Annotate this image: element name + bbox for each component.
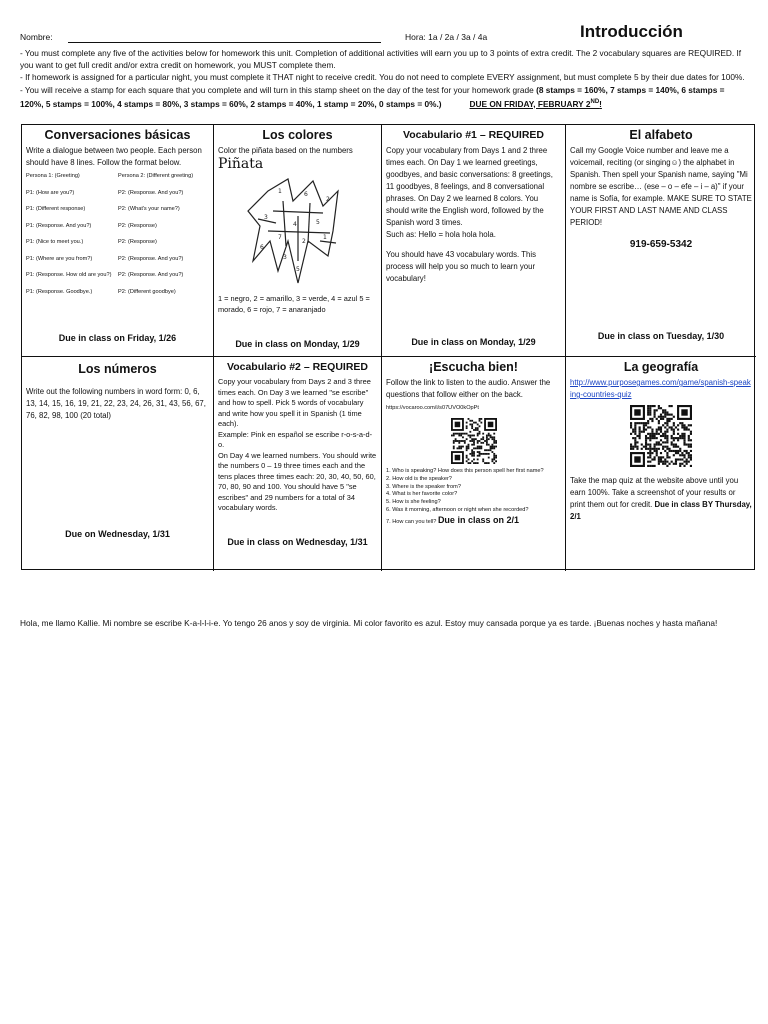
cell-vocabulario-2 — [214, 357, 382, 571]
due-date: Due in class on Monday, 1/29 — [235, 339, 360, 349]
dialogue-row — [26, 289, 209, 296]
cell-body-2: You should have 43 vocabulary words. This process will help you so much to learn your vocabulary! — [386, 250, 536, 283]
dialogue-line-p1: P1: (Response. How old are you?) — [26, 272, 112, 278]
svg-text:5: 5 — [295, 266, 300, 273]
cell-title: Conversaciones básicas — [44, 128, 191, 142]
cell-body-text: Take the map quiz at the website above until you earn 100%. Take a screenshot of your results or print them out for credit. — [570, 476, 739, 509]
question-item: 1. Who is speaking? How does this person spell her first name? — [386, 468, 544, 474]
svg-text:6: 6 — [303, 191, 308, 198]
due-date: Due in class on Friday, 1/26 — [58, 333, 177, 343]
cell-body: Copy your vocabulary from Days 2 and 3 three times each. On Day 3 we learned "se escribe" and how to spell. Pick 5 words of vocabulary and write how you spell it in Spanish (1 time each). — [218, 377, 371, 428]
dialogue-row — [26, 256, 209, 263]
cell-body: Copy your vocabulary from Days 1 and 2 three times each. On Day 1 we learned greetings, goodbyes, and basic conversations: 8 greetings, 11 goodbyes, 8 feelings, and 8 conversational phrases. On Day 2 we learned 8 colors. You should write the English word, followed by the Spanish word 3 times. — [386, 146, 553, 227]
purposegames-link[interactable]: http://www.purposegames.com/game/spanish-speaking-countries-quiz — [570, 378, 751, 399]
cell-body: Color the piñata based on the numbers — [218, 146, 353, 155]
cell-title: Vocabulario #1 – REQUIRED — [402, 129, 544, 141]
instruction-2: - If homework is assigned for a particular night, you must complete it THAT night to receive credit. You do not need to complete EVERY assignment, but must complete 5 by their due dates for 100%. — [20, 72, 745, 83]
due-date: Due in class on 2/1 — [437, 514, 519, 525]
dialogue-row — [26, 206, 209, 213]
instructions — [20, 47, 750, 110]
instruction-3-text: - You will receive a stamp for each square that you complete and will turn in this stamp sheet on the day of the test for your homework grade — [20, 84, 534, 95]
cell-title: El alfabeto — [629, 128, 693, 142]
svg-text:7: 7 — [277, 234, 282, 241]
dialogue-line-p1: P1: (Different response) — [26, 206, 86, 212]
question-item: 4. What is her favorite color? — [386, 491, 458, 498]
svg-text:1: 1 — [277, 188, 282, 195]
student-note: Hola, me llamo Kallie. Mi nombre se escribe K-a-l-l-i-e. Yo tengo 26 anos y soy de virginia. Mi color favorito es azul. Estoy muy cansada porque ya es tarde. ¡Buenas noches y hasta mañana! — [20, 618, 718, 628]
nombre-blank-line[interactable] — [68, 42, 381, 43]
dialogue-line-p2: P2: (Response. And you?) — [118, 272, 184, 278]
cell-body — [570, 475, 752, 523]
cell-body: Write a dialogue between two people. Each person should have 8 lines. Follow the format below. — [26, 146, 202, 167]
header — [20, 22, 755, 48]
dialogue-row — [26, 190, 209, 197]
due-date: Due in class BY Thursday, 2/1 — [570, 500, 752, 521]
pinata-drawing-icon — [238, 171, 358, 291]
dialogue-line-p1: P1: (Where are you from?) — [26, 255, 93, 262]
color-legend: 1 = negro, 2 = amarillo, 3 = verde, 4 = azul 5 = morado, 6 = rojo, 7 = anaranjado — [218, 294, 370, 314]
question-item: 6. Was it morning, afternoon or night when she recorded? — [386, 506, 529, 513]
cell-body: Write out the following numbers in word form: 0, 6, 13, 14, 15, 16, 19, 21, 22, 23, 24, 26, 31, 43, 56, 67, 76, 82, 98, 100 (20 total) — [26, 387, 206, 420]
cell-colores — [214, 125, 382, 357]
dialogue-line-p2: P2: (Response) — [118, 239, 157, 245]
phone-number[interactable]: 919-659-5342 — [629, 239, 693, 250]
due-date: Due on Wednesday, 1/31 — [65, 529, 170, 539]
stamp-scale: (8 stamps = 160%, 7 stamps = 140%, 6 stamps = 120%, 5 stamps = 100%, 4 stamps = 80%, 3 stamps = 60%, 2 stamps = 40%, 1 stamp = 20%, 0 stamps = 0%.) — [20, 84, 725, 109]
cell-title: Los números — [78, 362, 157, 376]
due-date: Due in class on Tuesday, 1/30 — [597, 331, 725, 341]
svg-text:2: 2 — [301, 238, 306, 245]
instruction-1: - You must complete any five of the activities below for homework this unit. Completion of additional activities will earn you up to 3 points of extra credit. The 2 vocabulary squares are REQUIRED. If you want to get full credit and/or extra credit on homework, you MUST complete them. — [20, 48, 742, 71]
cell-alfabeto — [566, 125, 756, 357]
cell-numeros — [22, 357, 214, 571]
dialogue-line-p1: P1: (Response. And you?) — [26, 222, 92, 229]
cell-geografia — [566, 357, 756, 571]
vocaroo-link[interactable]: https://vocaroo.com/i/s07UVO0kOpPt — [386, 405, 479, 411]
cell-body: Call my Google Voice number and leave me a voicemail, reciting (or singing☺) the alphabet in Spanish. Then spell your Spanish name, saying "Mi nombre se escribe… (ese – o – efe – i – a)" if your name is Sofía, for example. MAKE SURE TO STATE YOUR FIRST AND LAST NAME AND CLASS PERIOD! — [570, 146, 752, 227]
question-list — [386, 468, 561, 515]
cell-example: Such as: Hello = hola hola hola. — [386, 230, 496, 239]
dialogue-line-p1: P1: (Response. Goodbye.) — [26, 288, 93, 295]
svg-text:2: 2 — [325, 196, 330, 203]
main-due-text: DUE ON FRIDAY, FEBRUARY 2ND! — [469, 98, 602, 109]
dialogue-line-p2: Persona 2: (Different greeting) — [118, 173, 194, 179]
svg-text:5: 5 — [315, 219, 320, 226]
cell-title: Los colores — [262, 128, 333, 142]
svg-text:4: 4 — [292, 221, 297, 228]
question-item: 5. How is she feeling? — [386, 499, 441, 506]
question-item: 3. Where is the speaker from? — [386, 483, 461, 490]
dialogue-line-p2: P2: (What's your name?) — [118, 206, 180, 212]
dialogue-format — [26, 173, 209, 296]
due-date: Due in class on Monday, 1/29 — [411, 337, 536, 347]
dialogue-row — [26, 272, 209, 279]
dialogue-row — [26, 173, 209, 180]
qr-code-vocaroo-icon[interactable] — [451, 418, 497, 464]
dialogue-line-p2: P2: (Different goodbye) — [118, 288, 176, 295]
cell-body-text: Follow the link to listen to the audio. Answer the questions that follow either on the back. — [386, 378, 551, 399]
activity-grid — [21, 124, 755, 570]
cell-body — [386, 377, 561, 414]
dialogue-line-p2: P2: (Response. And you?) — [118, 255, 184, 262]
cell-title: ¡Escucha bien! — [429, 360, 518, 374]
svg-text:1: 1 — [322, 234, 327, 241]
dialogue-row — [26, 239, 209, 246]
main-due-date — [470, 99, 602, 109]
cell-vocabulario-1 — [382, 125, 566, 357]
qr-code-purposegames-icon[interactable] — [630, 405, 692, 467]
dialogue-line-p2: P2: (Response. And you?) — [118, 189, 184, 196]
cell-body-2: On Day 4 we learned numbers. You should write the numbers 0 – 19 three times each and the tens places three times each: 20, 30, 40, 50, 60, 70, 80, 90 and 100. You should have 5 "se escribes" and 29 numbers for a total of 34 vocabulary words. — [218, 450, 377, 512]
nombre-label: Nombre: — [20, 32, 53, 42]
dialogue-line-p2: P2: (Response) — [118, 222, 157, 229]
cell-example: Example: Pink en español se escribe r-o-s-a-d-o. — [218, 429, 373, 449]
dialogue-line-p1: P1: (Nice to meet you.) — [26, 239, 84, 245]
cell-title: Vocabulario #2 – REQUIRED — [226, 361, 368, 373]
cell-title: La geografía — [623, 360, 699, 374]
dialogue-row — [26, 223, 209, 230]
question-7-row — [386, 514, 561, 527]
svg-text:6: 6 — [259, 244, 264, 251]
dialogue-line-p1: Persona 1: (Greeting) — [26, 173, 80, 179]
cell-conversaciones — [22, 125, 214, 357]
pinata-label: Piñata — [218, 156, 264, 172]
due-date: Due in class on Wednesday, 1/31 — [227, 537, 368, 547]
svg-text:3: 3 — [282, 254, 287, 261]
cell-escucha — [382, 357, 566, 571]
dialogue-line-p1: P1: (How are you?) — [26, 189, 75, 196]
question-item: 2. How old is the speaker? — [386, 475, 452, 482]
instruction-3 — [20, 84, 750, 110]
ordinal-suffix: ND — [590, 98, 600, 105]
hora-label: Hora: 1a / 2a / 3a / 4a — [405, 32, 488, 42]
svg-text:3: 3 — [263, 214, 268, 221]
question-7: 7. How can you tell? — [386, 518, 437, 525]
page-title: Introducción — [580, 22, 683, 41]
